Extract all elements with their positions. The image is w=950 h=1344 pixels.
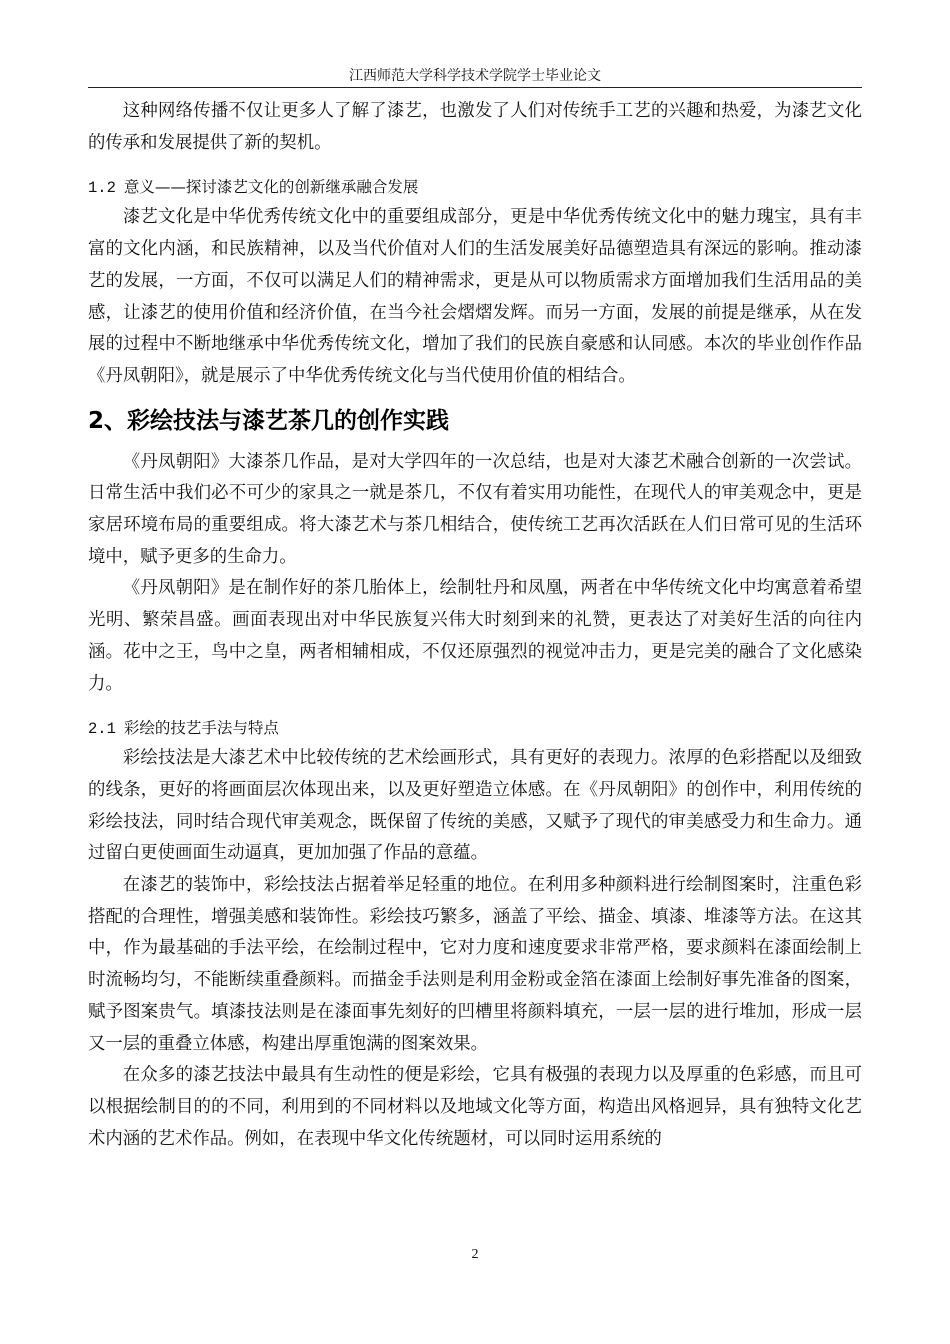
page-number: 2 [471,1247,479,1262]
paragraph: 漆艺文化是中华优秀传统文化中的重要组成部分，更是中华优秀传统文化中的魅力瑰宝，具有丰富的文化内涵，和民族精神，以及当代价值对人们的生活发展美好品德塑造具有深远的影响。推动漆艺的发展，一方面，不仅可以满足人们的精神需求，更是从可以物质需求方面增加我们生活用品的美感，让漆艺的使用价值和经济价值，在当今社会熠熠发辉。而另一方面，发展的前提是继承，从在发展的过程中不断地继承中华优秀传统文化，增加了我们的民族自豪感和认同感。本次的毕业创作作品《丹凤朝阳》，就是展示了中华优秀传统文化与当代使用价值的相结合。 [88,207,862,386]
paragraph: 《丹凤朝阳》大漆茶几作品，是对大学四年的一次总结，也是对大漆艺术融合创新的一次尝试。日常生活中我们必不可少的家具之一就是茶几，不仅有着实用功能性，在现代人的审美观念中，更是家居环境布局的重要组成。将大漆艺术与茶几相结合，使传统工艺再次活跃在人们日常可见的生活环境中，赋予更多的生命力。 [88,451,862,567]
section-title: 彩绘的技艺手法与特点 [123,719,279,738]
paragraph: 在漆艺的装饰中，彩绘技法占据着举足轻重的地位。在利用多种颜料进行绘制图案时，注重色彩搭配的合理性，增强美感和装饰性。彩绘技巧繁多，涵盖了平绘、描金、填漆、堆漆等方法。在这其中，作为最基础的手法平绘，在绘制过程中，它对力度和速度要求非常严格，要求颜料在漆面绘制上时流畅均匀，不能断续重叠颜料。而描金手法则是利用金粉或金箔在漆面上绘制好事先准备的图案，赋予图案贵气。填漆技法则是在漆面事先刻好的凹槽里将颜料填充，一层一层的进行堆加，形成一层又一层的重叠立体感，构建出厚重饱满的图案效果。 [88,875,862,1054]
paragraph: 这种网络传播不仅让更多人了解了漆艺，也激发了人们对传统手工艺的兴趣和热爱，为漆艺文化的传承和发展提供了新的契机。 [88,101,862,153]
section-heading-1-2 [88,177,862,198]
section-title: 意义——探讨漆艺文化的创新继承融合发展 [123,178,419,197]
paragraph: 彩绘技法是大漆艺术中比较传统的艺术绘画形式，具有更好的表现力。浓厚的色彩搭配以及细致的线条，更好的将画面层次体现出来，以及更好塑造立体感。在《丹凤朝阳》的创作中，利用传统的彩绘技法，同时结合现代审美观念，既保留了传统的美感，又赋予了现代的审美感受力和生命力。通过留白更使画面生动逼真，更加加强了作品的意蕴。 [88,748,862,864]
section-heading-2-1 [88,718,862,739]
section-number: 1.2 [88,179,116,198]
chapter-heading-2: 2、彩绘技法与漆艺茶几的创作实践 [88,407,450,434]
body-content [88,96,862,1155]
paragraph: 在众多的漆艺技法中最具有生动性的便是彩绘，它具有极强的表现力以及厚重的色彩感，而且可以根据绘制目的的不同，利用到的不同材料以及地域文化等方面，构造出风格迥异，具有独特文化艺术内涵的艺术作品。例如，在表现中华文化传统题材，可以同时运用系统的 [88,1065,862,1149]
paragraph: 《丹凤朝阳》是在制作好的茶几胎体上，绘制牡丹和凤凰，两者在中华传统文化中均寓意着希望光明、繁荣昌盛。画面表现出对中华民族复兴伟大时刻到来的礼赞，更表达了对美好生活的向往内涵。花中之王，鸟中之皇，两者相辅相成，不仅还原强烈的视觉冲击力，更是完美的融合了文化感染力。 [88,578,862,694]
section-number: 2.1 [88,720,116,739]
header-divider [88,87,862,88]
running-header: 江西师范大学科学技术学院学士毕业论文 [349,68,601,84]
